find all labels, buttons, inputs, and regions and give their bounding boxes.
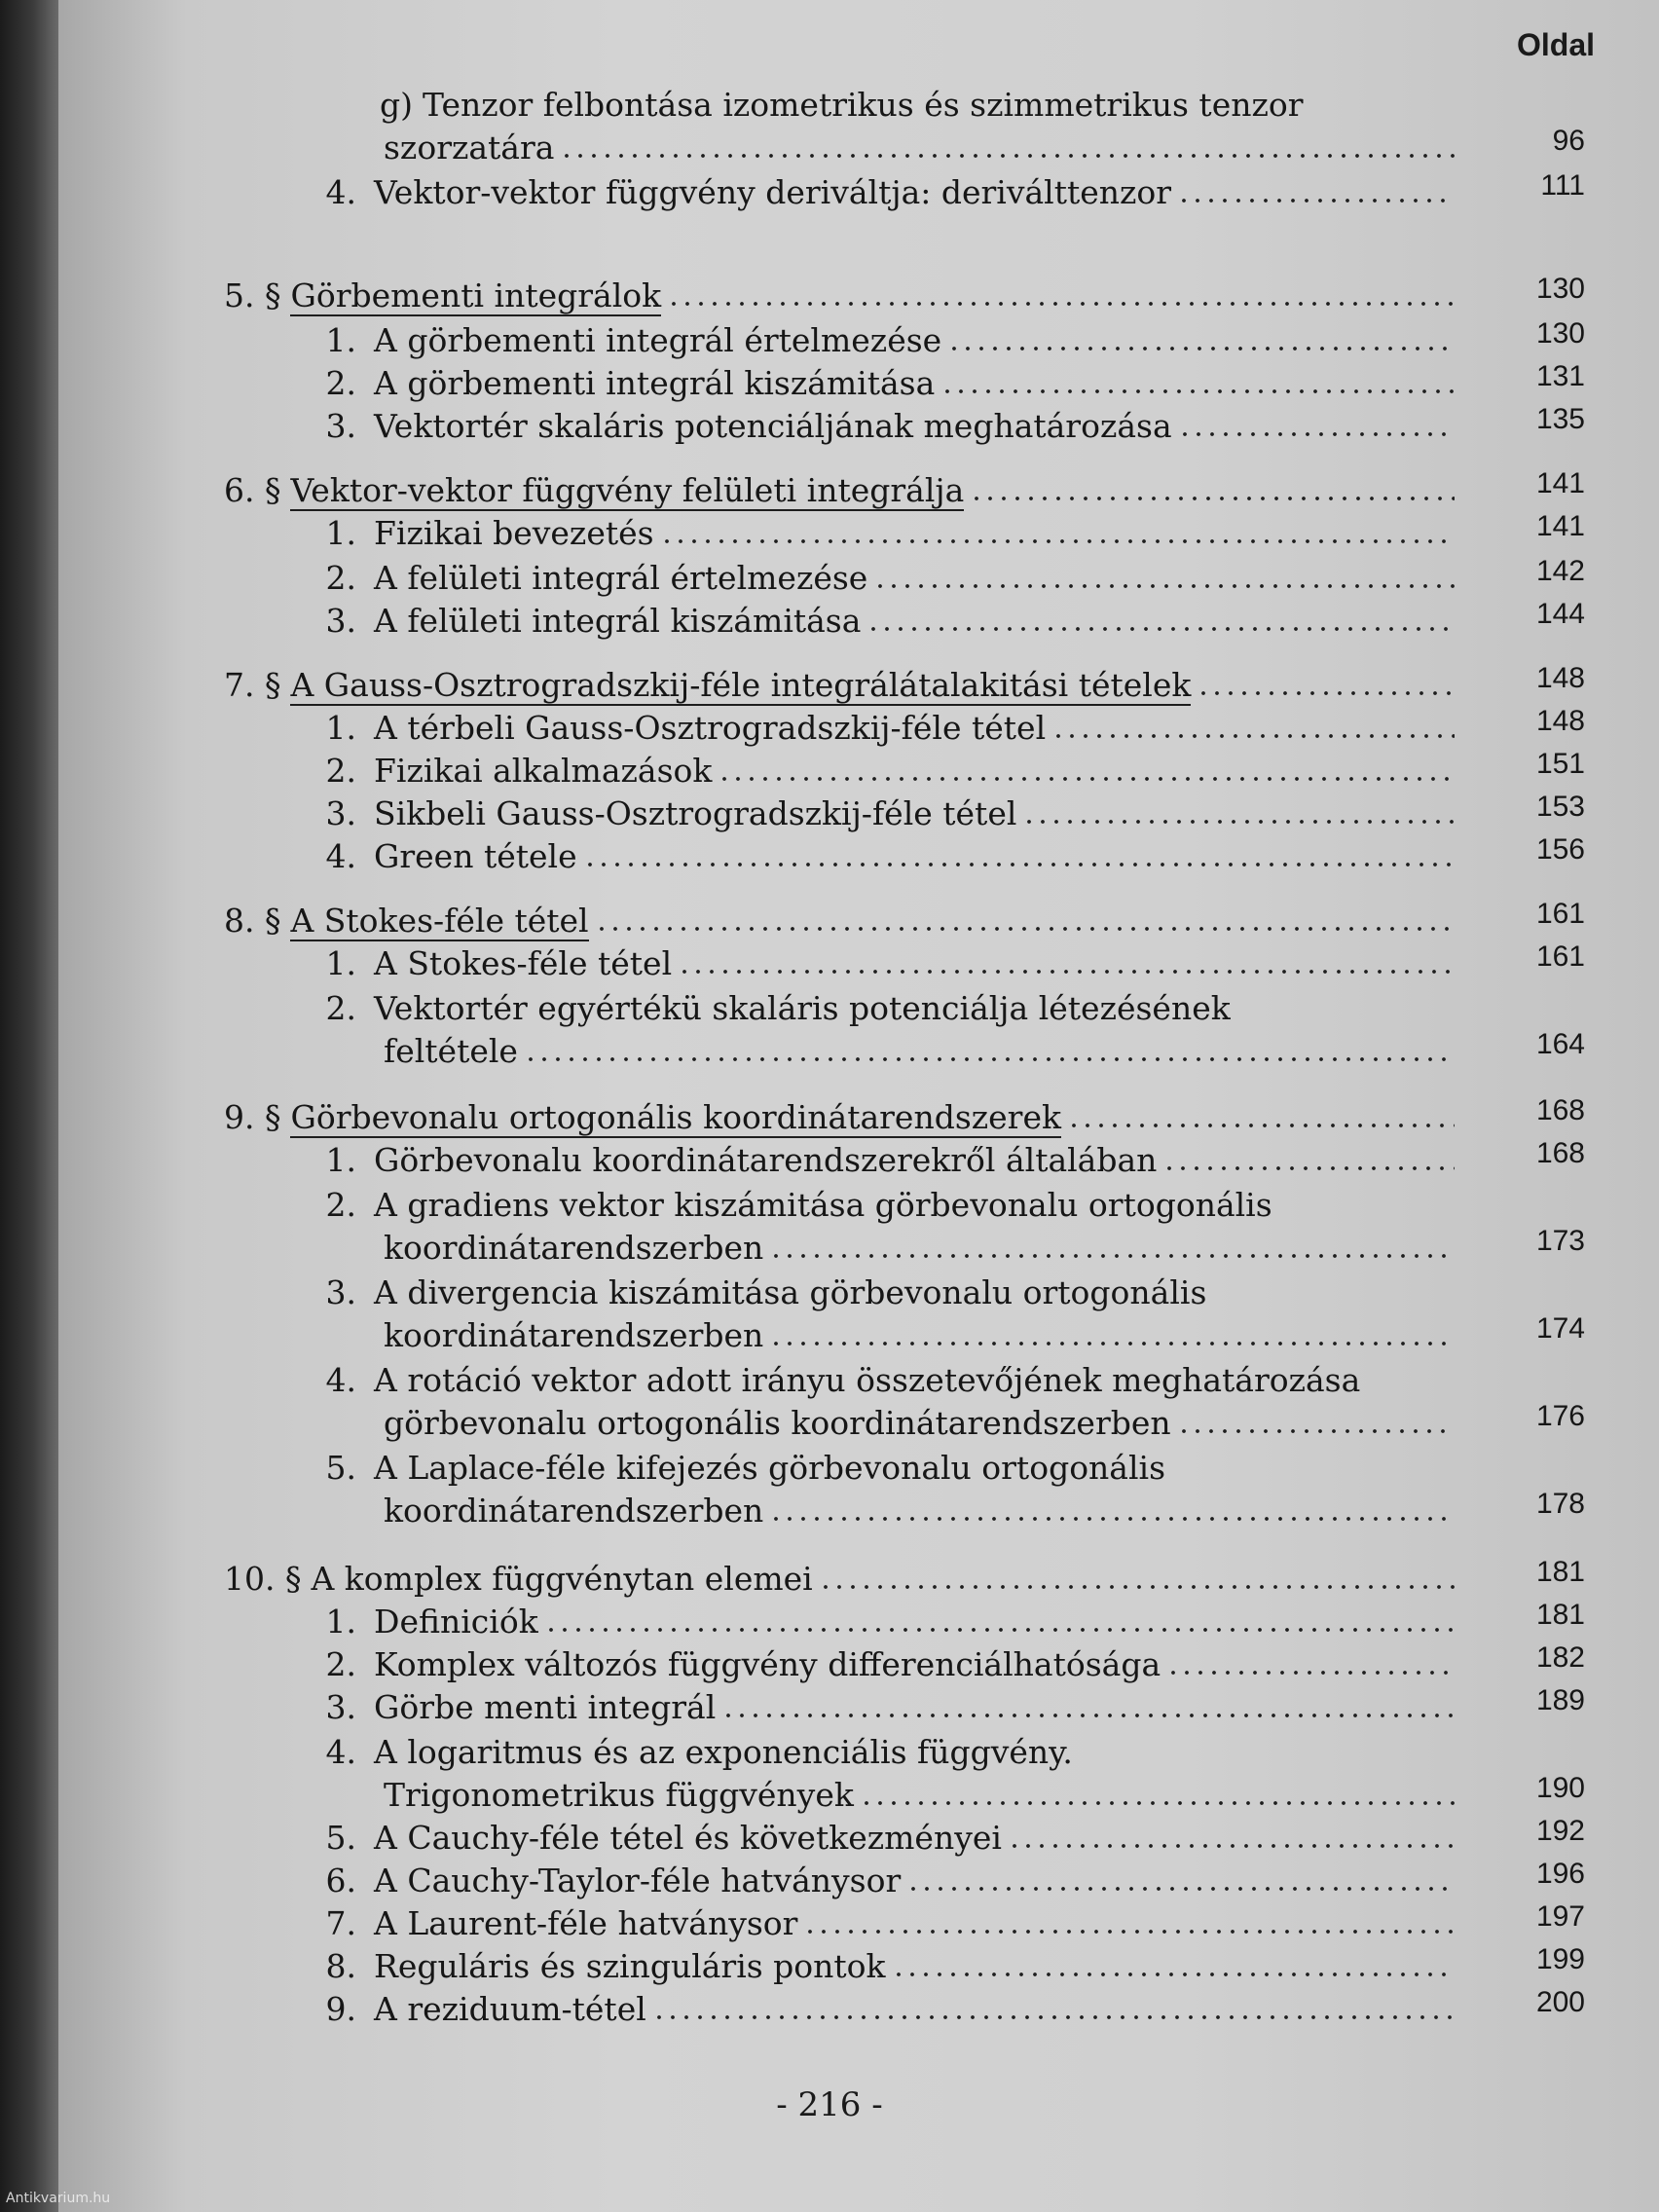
toc-entry-number: 5. xyxy=(325,1449,356,1487)
toc-entry-title: koordinátarendszerben xyxy=(384,1316,764,1354)
toc-entry-title: A divergencia kiszámitása görbevonalu ortogonális xyxy=(374,1273,1207,1311)
toc-entry-title: A Stokes-féle tétel xyxy=(374,944,673,982)
toc-entry-row xyxy=(292,557,1460,600)
toc-entry-row xyxy=(292,1272,1460,1314)
toc-page-number: 156 xyxy=(1535,833,1585,866)
toc-entry-title: Vektortér egyértékü skaláris potenciálja létezésének xyxy=(374,989,1231,1027)
toc-entry-number: 2. xyxy=(325,752,356,790)
toc-entry-row xyxy=(292,1447,1460,1490)
toc-entry-title: koordinátarendszerben xyxy=(384,1229,764,1267)
toc-page-number: 153 xyxy=(1535,791,1585,823)
dot-leader xyxy=(524,1054,1455,1064)
toc-page-number: 200 xyxy=(1535,1986,1585,2018)
toc-entry-number: 2. xyxy=(325,1645,356,1683)
toc-entry-row xyxy=(292,1774,1460,1817)
toc-entry-number: 1. xyxy=(325,709,356,747)
dot-leader xyxy=(1177,196,1455,205)
toc-page-number: 181 xyxy=(1535,1556,1585,1588)
toc-section-row xyxy=(224,275,1460,317)
toc-entry-row xyxy=(292,1139,1460,1182)
page-number-footer: - 216 - xyxy=(776,2085,883,2124)
toc-entry-title: A felületi integrál értelmezése xyxy=(374,559,868,597)
toc-entry-title: A térbeli Gauss-Osztrogradszkij-féle tétel xyxy=(374,709,1047,747)
toc-entry-number: 2. xyxy=(325,559,356,597)
toc-entry-title: Fizikai bevezetés xyxy=(374,514,654,552)
toc-entry-row xyxy=(292,1860,1460,1902)
dot-leader xyxy=(866,624,1455,634)
toc-entry-number: 2. xyxy=(325,989,356,1027)
toc-section-row xyxy=(224,469,1460,512)
toc-entry-row xyxy=(292,405,1460,448)
dot-leader xyxy=(1022,817,1455,827)
dot-leader xyxy=(1051,731,1455,741)
toc-page-number: 161 xyxy=(1535,898,1585,930)
dot-leader xyxy=(769,1339,1455,1348)
toc-entry-number: 5. xyxy=(325,1819,356,1857)
toc-entry-number: 3. xyxy=(325,602,356,640)
toc-page-number: 164 xyxy=(1535,1028,1585,1060)
toc-page-number: 192 xyxy=(1535,1815,1585,1847)
toc-page-number: 142 xyxy=(1535,555,1585,587)
toc-entry-title: Görbevonalu ortogonális koordinátarendszerek xyxy=(290,1098,1061,1136)
toc-entry-title: Vektortér skaláris potenciáljának meghatározása xyxy=(374,407,1172,445)
toc-entry-number: 9. § xyxy=(224,1098,281,1136)
toc-entry-row xyxy=(292,793,1460,835)
toc-page-number: 135 xyxy=(1535,403,1585,435)
toc-page-number: 111 xyxy=(1540,169,1585,202)
toc-page-number: 178 xyxy=(1535,1488,1585,1520)
dot-leader xyxy=(892,1970,1455,1979)
toc-entry-row xyxy=(292,1686,1460,1729)
dot-leader xyxy=(560,151,1455,161)
toc-entry-number: 6. xyxy=(325,1862,356,1899)
toc-page-number: 130 xyxy=(1535,273,1585,305)
toc-entry-number: 4. xyxy=(325,1361,356,1399)
toc-entry-row xyxy=(292,1731,1460,1774)
toc-entry-number: 4. xyxy=(325,173,356,211)
toc-entry-number: 4. xyxy=(325,837,356,875)
toc-entry-title: Görbe menti integrál xyxy=(374,1688,717,1726)
toc-entry-row xyxy=(292,1817,1460,1860)
dot-leader xyxy=(667,299,1455,309)
toc-entry-title: A Gauss-Osztrogradszkij-féle integrálátalakitási tételek xyxy=(290,666,1192,704)
dot-leader xyxy=(769,1251,1455,1261)
toc-entry-title: A Cauchy-féle tétel és következményei xyxy=(374,1819,1002,1857)
toc-entry-title: Trigonometrikus függvények xyxy=(384,1776,854,1814)
toc-page-number: 161 xyxy=(1535,940,1585,973)
toc-entry-row xyxy=(292,319,1460,362)
toc-entry-title: feltétele xyxy=(384,1032,518,1070)
dot-leader xyxy=(803,1927,1455,1936)
toc-entry-number: 2. xyxy=(325,1186,356,1224)
toc-entry-number: 7. § xyxy=(224,666,281,704)
toc-entry-title: Reguláris és szinguláris pontok xyxy=(374,1947,886,1985)
toc-entry-number: 10. § xyxy=(224,1560,302,1598)
toc-entry-row xyxy=(292,1359,1460,1402)
toc-section-row xyxy=(224,900,1460,942)
toc-entry-title: Definiciók xyxy=(374,1603,538,1641)
toc-entry-row xyxy=(292,362,1460,405)
toc-entry-title: Green tétele xyxy=(374,837,577,875)
toc-page-number: 141 xyxy=(1535,467,1585,499)
toc-entry-row xyxy=(380,84,1460,127)
toc-page-number: 181 xyxy=(1535,1599,1585,1631)
toc-entry-title: Görbementi integrálok xyxy=(290,276,662,314)
toc-entry-row xyxy=(292,1643,1460,1686)
toc-entry-title: A logaritmus és az exponenciális függvény. xyxy=(374,1733,1073,1771)
toc-entry-row xyxy=(292,835,1460,878)
dot-leader xyxy=(595,924,1455,934)
toc-page-number: 168 xyxy=(1535,1094,1585,1126)
toc-page-number: 144 xyxy=(1535,598,1585,630)
toc-entry-row xyxy=(292,1601,1460,1643)
toc-entry-row xyxy=(292,1314,1460,1357)
toc-entry-title: szorzatára xyxy=(384,129,555,166)
watermark-text: Antikvarium.hu xyxy=(6,2191,111,2206)
toc-entry-number: g) xyxy=(380,86,413,124)
dot-leader xyxy=(1067,1121,1455,1130)
toc-entry-number: 1. xyxy=(325,1141,356,1179)
toc-entry-row xyxy=(292,942,1460,985)
toc-entry-number: 6. § xyxy=(224,471,281,509)
toc-entry-title: görbevonalu ortogonális koordinátarendszerben xyxy=(384,1404,1171,1442)
toc-entry-title: A Laplace-féle kifejezés görbevonalu ortogonális xyxy=(374,1449,1166,1487)
toc-entry-number: 8. xyxy=(325,1947,356,1985)
toc-entry-title: A görbementi integrál értelmezése xyxy=(374,321,942,359)
dot-leader xyxy=(906,1884,1455,1894)
toc-entry-title: A felületi integrál kiszámitása xyxy=(374,602,862,640)
toc-page-number: 197 xyxy=(1535,1900,1585,1933)
dot-leader xyxy=(583,860,1455,869)
toc-page-number: 96 xyxy=(1552,125,1585,157)
toc-entry-title: koordinátarendszerben xyxy=(384,1492,764,1530)
toc-entry-number: 3. xyxy=(325,407,356,445)
dot-leader xyxy=(1166,1668,1455,1677)
toc-entry-title: Görbevonalu koordinátarendszerekről általában xyxy=(374,1141,1158,1179)
toc-page-number: 173 xyxy=(1535,1225,1585,1257)
toc-entry-row xyxy=(292,1227,1460,1270)
dot-leader xyxy=(718,774,1455,784)
dot-leader xyxy=(873,581,1455,591)
toc-entry-title: A komplex függvénytan elemei xyxy=(311,1560,813,1598)
toc-page-number: 148 xyxy=(1535,662,1585,694)
toc-section-row xyxy=(224,1096,1460,1139)
toc-entry-row xyxy=(292,1902,1460,1945)
toc-section-row xyxy=(224,664,1460,707)
toc-page-number: 174 xyxy=(1535,1312,1585,1345)
toc-entry-number: 1. xyxy=(325,514,356,552)
toc-entry-row xyxy=(292,1945,1460,1988)
dot-leader xyxy=(1008,1841,1455,1851)
toc-page-number: 196 xyxy=(1535,1858,1585,1890)
toc-entry-number: 8. § xyxy=(224,902,281,940)
toc-page-number: 148 xyxy=(1535,705,1585,737)
toc-entry-title: Vektor-vektor függvény felületi integrálja xyxy=(290,471,965,509)
toc-entry-row xyxy=(292,127,1460,169)
toc-page-number: 151 xyxy=(1535,748,1585,780)
toc-entry-row xyxy=(292,1490,1460,1532)
toc-page-number: 190 xyxy=(1535,1772,1585,1804)
toc-entry-row xyxy=(292,600,1460,643)
toc-entry-row xyxy=(292,171,1460,214)
dot-leader xyxy=(1178,429,1455,439)
toc-entry-number: 2. xyxy=(325,364,356,402)
toc-entry-number: 7. xyxy=(325,1904,356,1942)
toc-entry-number: 1. xyxy=(325,944,356,982)
dot-leader xyxy=(652,2012,1455,2022)
toc-entry-row xyxy=(292,707,1460,750)
toc-entry-title: A görbementi integrál kiszámitása xyxy=(374,364,936,402)
dot-leader xyxy=(721,1711,1455,1720)
dot-leader xyxy=(860,1798,1455,1808)
toc-page-number: 131 xyxy=(1535,360,1585,392)
toc-entry-title: Sikbeli Gauss-Osztrogradszkij-féle tétel xyxy=(374,794,1017,832)
dot-leader xyxy=(678,967,1455,977)
dot-leader xyxy=(1177,1426,1455,1436)
toc-entry-title: A Stokes-féle tétel xyxy=(290,902,589,940)
toc-entry-row xyxy=(292,1988,1460,2031)
toc-section-row xyxy=(224,1558,1460,1601)
dot-leader xyxy=(1197,688,1455,698)
toc-entry-number: 3. xyxy=(325,794,356,832)
toc-entry-row xyxy=(292,512,1460,555)
page-column-header: Oldal xyxy=(1517,27,1596,62)
toc-entry-row xyxy=(292,1402,1460,1445)
toc-entry-number: 3. xyxy=(325,1273,356,1311)
toc-entry-number: 1. xyxy=(325,321,356,359)
toc-entry-row xyxy=(292,1030,1460,1073)
toc-entry-number: 4. xyxy=(325,1733,356,1771)
toc-page-number: 189 xyxy=(1535,1684,1585,1716)
toc-page-number: 130 xyxy=(1535,317,1585,350)
dot-leader xyxy=(947,344,1455,353)
toc-page-number: 176 xyxy=(1535,1400,1585,1432)
toc-entry-row xyxy=(292,987,1460,1030)
toc-entry-title: Vektor-vektor függvény deriváltja: deriválttenzor xyxy=(374,173,1172,211)
dot-leader xyxy=(940,387,1455,396)
toc-page-number: 168 xyxy=(1535,1137,1585,1169)
toc-entry-row xyxy=(292,1184,1460,1227)
dot-leader xyxy=(1162,1163,1455,1173)
toc-entry-title: Tenzor felbontása izometrikus és szimmetrikus tenzor xyxy=(423,86,1304,124)
toc-entry-number: 1. xyxy=(325,1603,356,1641)
toc-page-number: 182 xyxy=(1535,1641,1585,1674)
toc-page-number: 199 xyxy=(1535,1943,1585,1975)
dot-leader xyxy=(660,536,1455,546)
toc-entry-title: A gradiens vektor kiszámitása görbevonalu ortogonális xyxy=(374,1186,1272,1224)
dot-leader xyxy=(769,1514,1455,1524)
dot-leader xyxy=(544,1625,1455,1635)
toc-entry-row xyxy=(292,750,1460,793)
toc-entry-title: A Laurent-féle hatványsor xyxy=(374,1904,798,1942)
dot-leader xyxy=(970,494,1455,503)
toc-entry-title: Fizikai alkalmazások xyxy=(374,752,713,790)
toc-entry-number: 5. § xyxy=(224,276,281,314)
toc-entry-title: Komplex változós függvény differenciálhatósága xyxy=(374,1645,1161,1683)
toc-page-number: 141 xyxy=(1535,510,1585,542)
dot-leader xyxy=(819,1582,1455,1592)
toc-entry-number: 3. xyxy=(325,1688,356,1726)
toc-entry-title: A rotáció vektor adott irányu összetevőjének meghatározása xyxy=(374,1361,1361,1399)
toc-entry-title: A reziduum-tétel xyxy=(374,1990,646,2028)
toc-entry-title: A Cauchy-Taylor-féle hatványsor xyxy=(374,1862,902,1899)
toc-entry-number: 9. xyxy=(325,1990,356,2028)
